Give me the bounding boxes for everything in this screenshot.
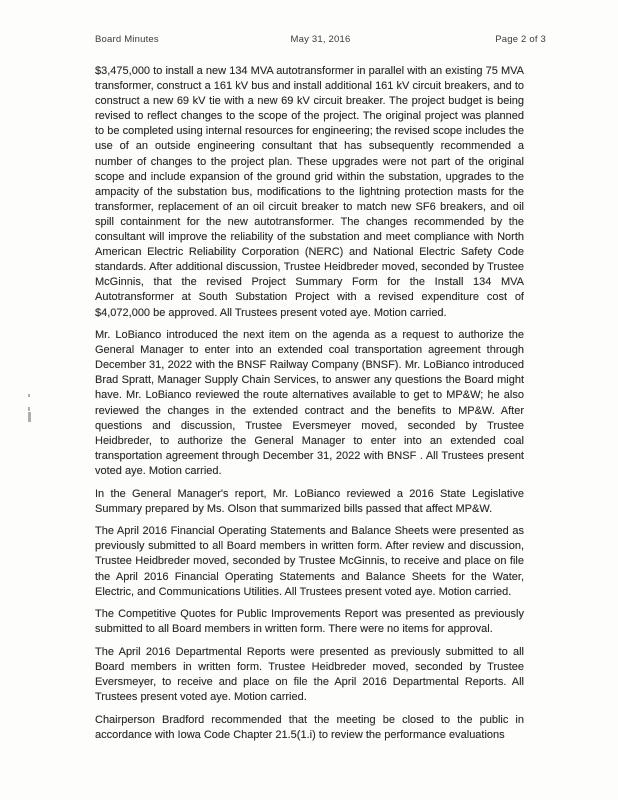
paragraph-financial-statements: The April 2016 Financial Operating Statements and Balance Sheets were presented as previously submitted to all Board members in written form. After review and discussion, Trustee Heidbreder moved, seconded by Trustee McGinnis, to receive and place on file the April 2016 Financial Operating Statements and Balance Sheets for the Water, Electric, and Communications Utilities. All Trustees present voted aye. Motion carried.	[95, 525, 524, 598]
paragraph-departmental-reports: The April 2016 Departmental Reports were presented as previously submitted to all Board members in written form. Trustee Heidbreder moved, seconded by Trustee Eversmeyer, to receive and place on file the April 2016 Departmental Reports. All Trustees present voted aye. Motion carried.	[95, 645, 524, 704]
header-date: May 31, 2016	[290, 34, 351, 45]
paragraph-gm-report: In the General Manager's report, Mr. LoBianco reviewed a 2016 State Legislative Summary prepared by Ms. Olson that summarized bills passed that affect MP&W.	[95, 487, 524, 515]
paragraph-competitive-quotes: The Competitive Quotes for Public Improvements Report was presented as previously submitted to all Board members in written form. There were no items for approval.	[95, 608, 524, 636]
scan-artifact	[28, 407, 30, 411]
document-body	[95, 64, 524, 743]
scan-artifact	[28, 394, 30, 397]
paragraph-project-budget: $3,475,000 to install a new 134 MVA autotransformer in parallel with an existing 75 MVA transformer, construct a 161 kV bus and install additional 161 kV circuit breakers, and to construct a new 69 kV tie with a new 69 kV circuit breaker. The project budget is being revised to reflect changes to the scope of the project. The original project was planned to be completed using internal resources for engineering; the revised scope includes the use of an outside engineering consultant that has subsequently recommended a number of changes to the project plan. These upgrades were not part of the original scope and include expansion of the ground grid within the substation, upgrades to the ampacity of the substation bus, modifications to the lightning protection masts for the transformer, replacement of an oil circuit breaker to match new SF6 breakers, and oil spill containment for the new autotransformer. The changes recommended by the consultant will improve the reliability of the substation and meet compliance with North American Electric Reliability Corporation (NERC) and National Electric Safety Code standards. After additional discussion, Trustee Heidbreder moved, seconded by Trustee McGinnis, that the revised Project Summary Form for the Install 134 MVA Autotransformer at South Substation Project with a revised expenditure cost of $4,072,000 be approved. All Trustees present voted aye. Motion carried.	[95, 65, 524, 319]
scan-artifact	[28, 412, 31, 422]
page-header	[0, 0, 618, 45]
header-page-number: Page 2 of 3	[495, 34, 546, 45]
header-doc-title: Board Minutes	[95, 34, 159, 45]
paragraph-coal-agreement: Mr. LoBianco introduced the next item on the agenda as a request to authorize the General Manager to enter into an extended coal transportation agreement through December 31, 2022 with the BNSF Railway Company (BNSF). Mr. LoBianco introduced Brad Spratt, Manager Supply Chain Services, to answer any questions the Board might have. Mr. LoBianco reviewed the route alternatives available to get to MP&W; he also reviewed the changes in the extended contract and the benefits to MP&W. After questions and discussion, Trustee Eversmeyer moved, seconded by Trustee Heidbreder, to authorize the General Manager to enter into an extended coal transportation agreement through December 31, 2022 with BNSF . All Trustees present voted aye. Motion carried.	[95, 329, 524, 477]
paragraph-closed-session: Chairperson Bradford recommended that the meeting be closed to the public in accordance with Iowa Code Chapter 21.5(1.i) to review the performance evaluations	[95, 713, 524, 741]
